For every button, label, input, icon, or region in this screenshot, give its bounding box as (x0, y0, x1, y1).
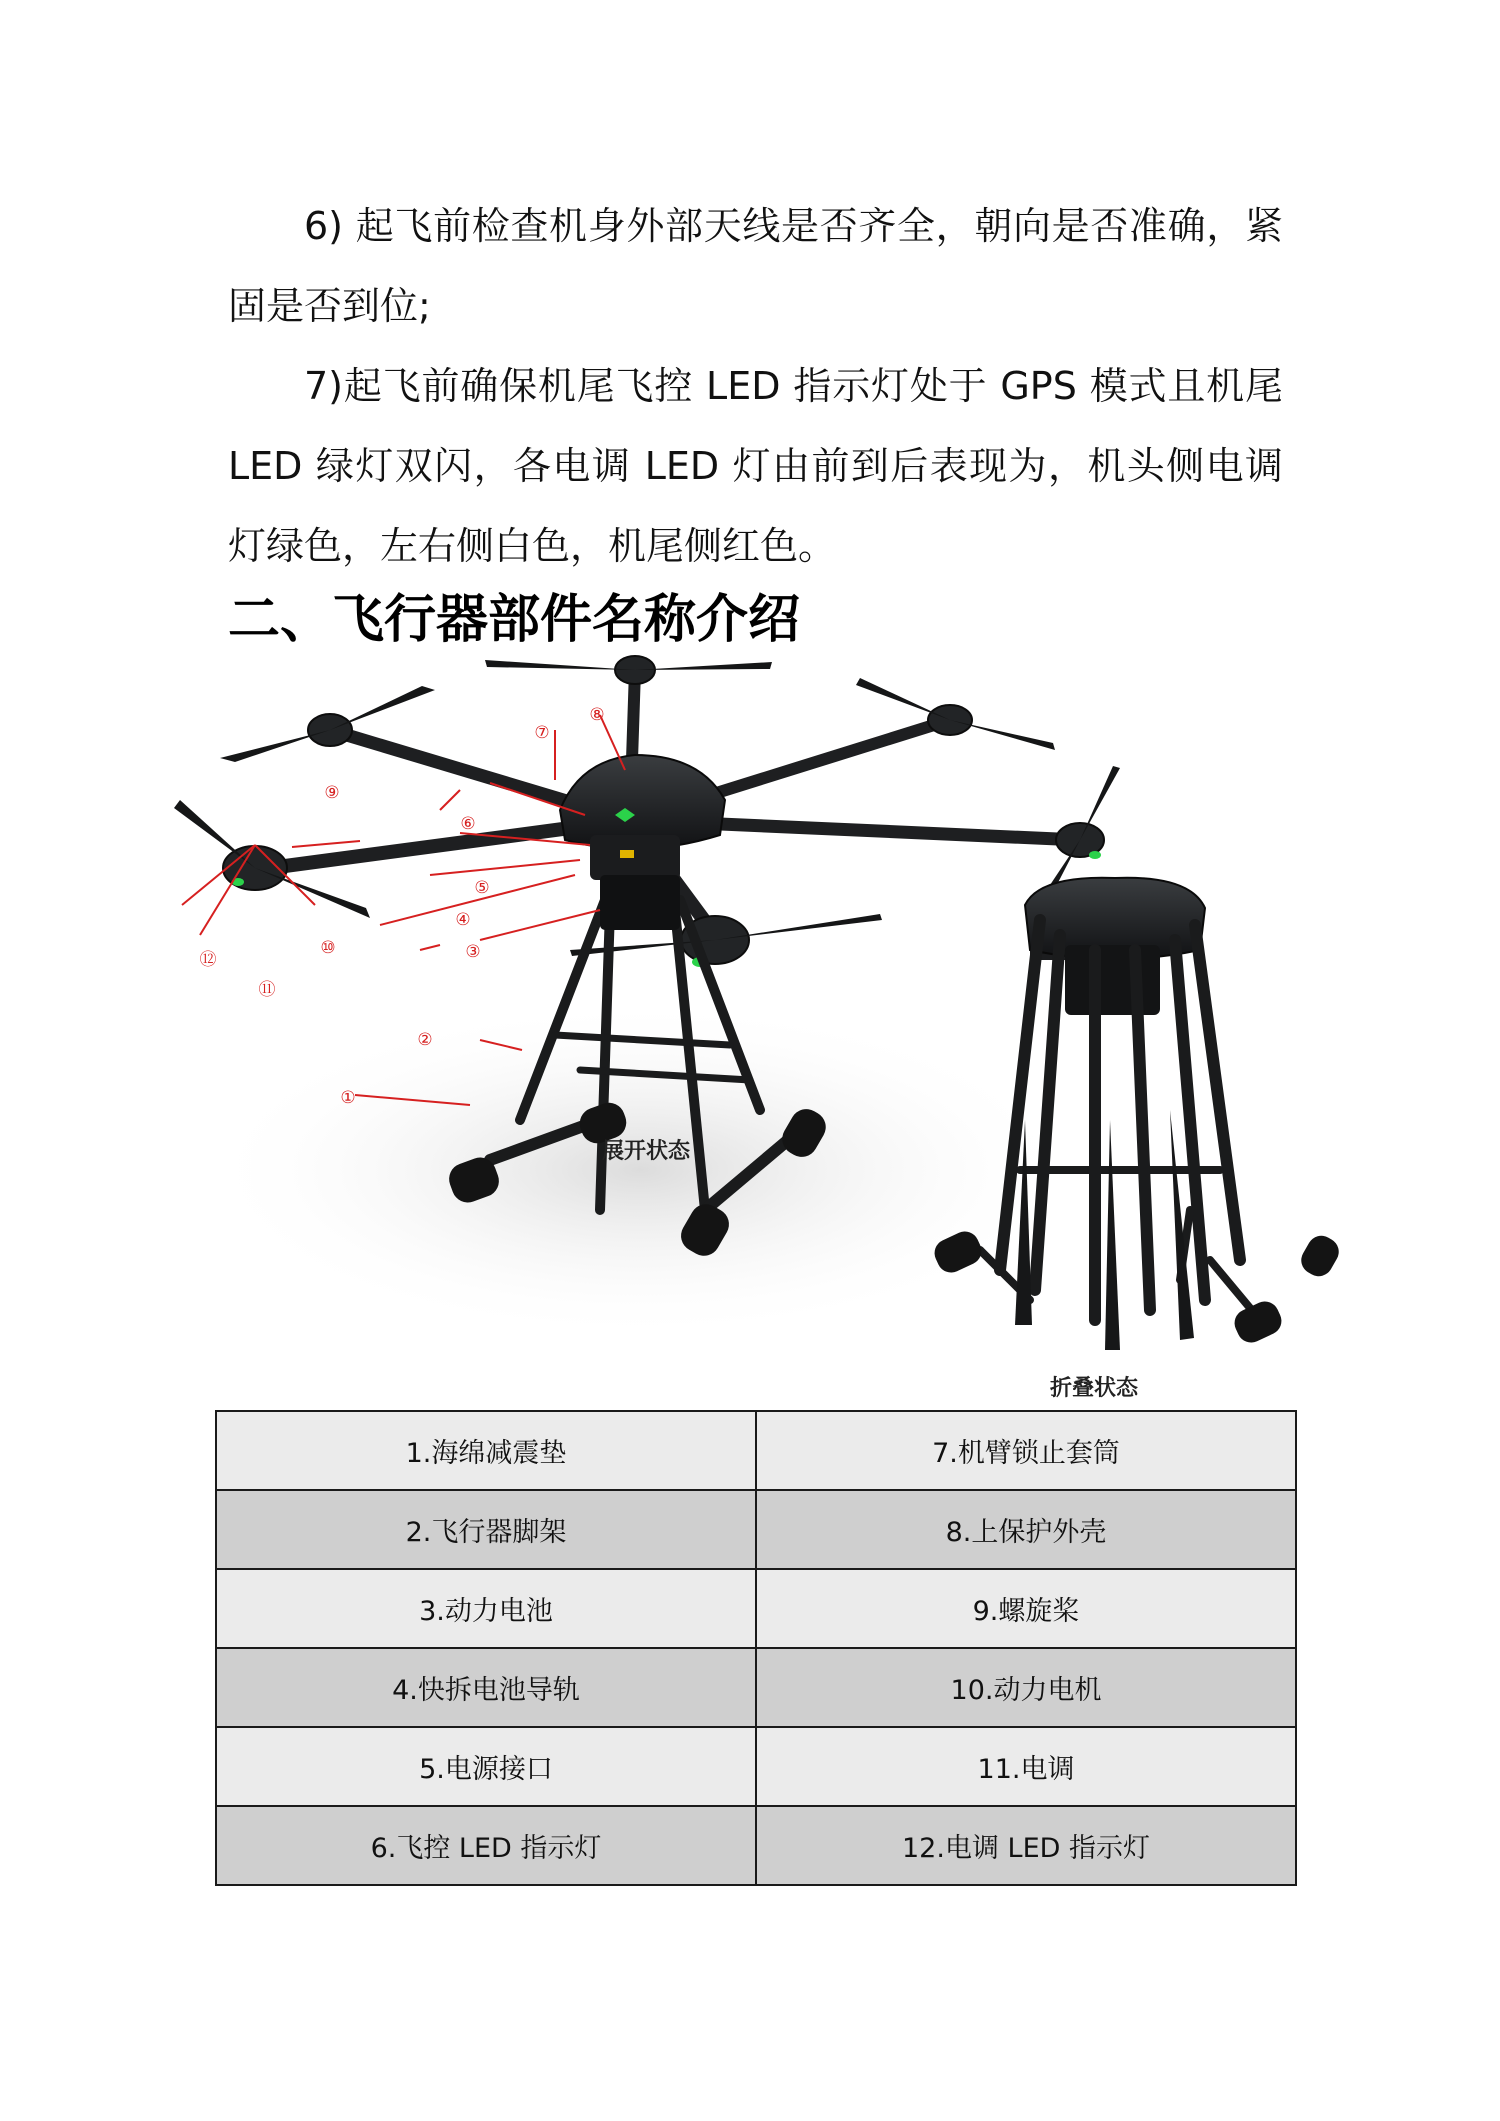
table-cell: 6.飞控 LED 指示灯 (216, 1806, 756, 1885)
paragraph-step-6: 6) 起飞前检查机身外部天线是否齐全，朝向是否准确，紧固是否到位; (228, 204, 1283, 328)
table-cell: 1.海绵减震垫 (216, 1411, 756, 1490)
callout-7: ⑦ (534, 723, 550, 743)
callout-6: ⑥ (460, 814, 476, 834)
table-row (216, 1490, 1296, 1569)
table-cell: 12.电调 LED 指示灯 (756, 1806, 1296, 1885)
unfolded-caption: 展开状态 (602, 1139, 691, 1164)
table-row (216, 1411, 1296, 1490)
table-row (216, 1727, 1296, 1806)
ground-shadow (200, 1000, 1080, 1340)
drone-figure (160, 650, 1340, 1410)
callout-5: ⑤ (474, 878, 490, 898)
callout-8: ⑧ (589, 705, 605, 725)
table-cell: 7.机臂锁止套筒 (756, 1411, 1296, 1490)
callout-1: ① (340, 1088, 356, 1108)
table-row (216, 1648, 1296, 1727)
table-row (216, 1806, 1296, 1885)
table-cell: 4.快拆电池导轨 (216, 1648, 756, 1727)
table-cell: 9.螺旋桨 (756, 1569, 1296, 1648)
callout-4: ④ (455, 910, 471, 930)
parts-table (215, 1410, 1297, 1886)
table-cell: 3.动力电池 (216, 1569, 756, 1648)
callout-9: ⑨ (324, 783, 340, 803)
table-cell: 11.电调 (756, 1727, 1296, 1806)
table-cell: 5.电源接口 (216, 1727, 756, 1806)
callout-12: ⑫ (199, 950, 217, 970)
table-cell: 10.动力电机 (756, 1648, 1296, 1727)
table-row (216, 1569, 1296, 1648)
section-heading: 二、飞行器部件名称介绍 (228, 590, 801, 650)
callout-11: ⑪ (258, 980, 276, 1000)
callout-3: ③ (465, 942, 481, 962)
battery (600, 875, 680, 930)
callout-2: ② (417, 1030, 433, 1050)
upper-shell (560, 755, 725, 849)
paragraph-step-7: 7)起飞前确保机尾飞控 LED 指示灯处于 GPS 模式且机尾 LED 绿灯双闪，各电调 LED 灯由前到后表现为，机头侧电调灯绿色，左右侧白色，机尾侧红色。 (228, 364, 1283, 568)
folded-caption: 折叠状态 (1050, 1376, 1139, 1401)
callout-10: ⑩ (320, 938, 336, 958)
table-cell: 8.上保护外壳 (756, 1490, 1296, 1569)
table-cell: 2.飞行器脚架 (216, 1490, 756, 1569)
